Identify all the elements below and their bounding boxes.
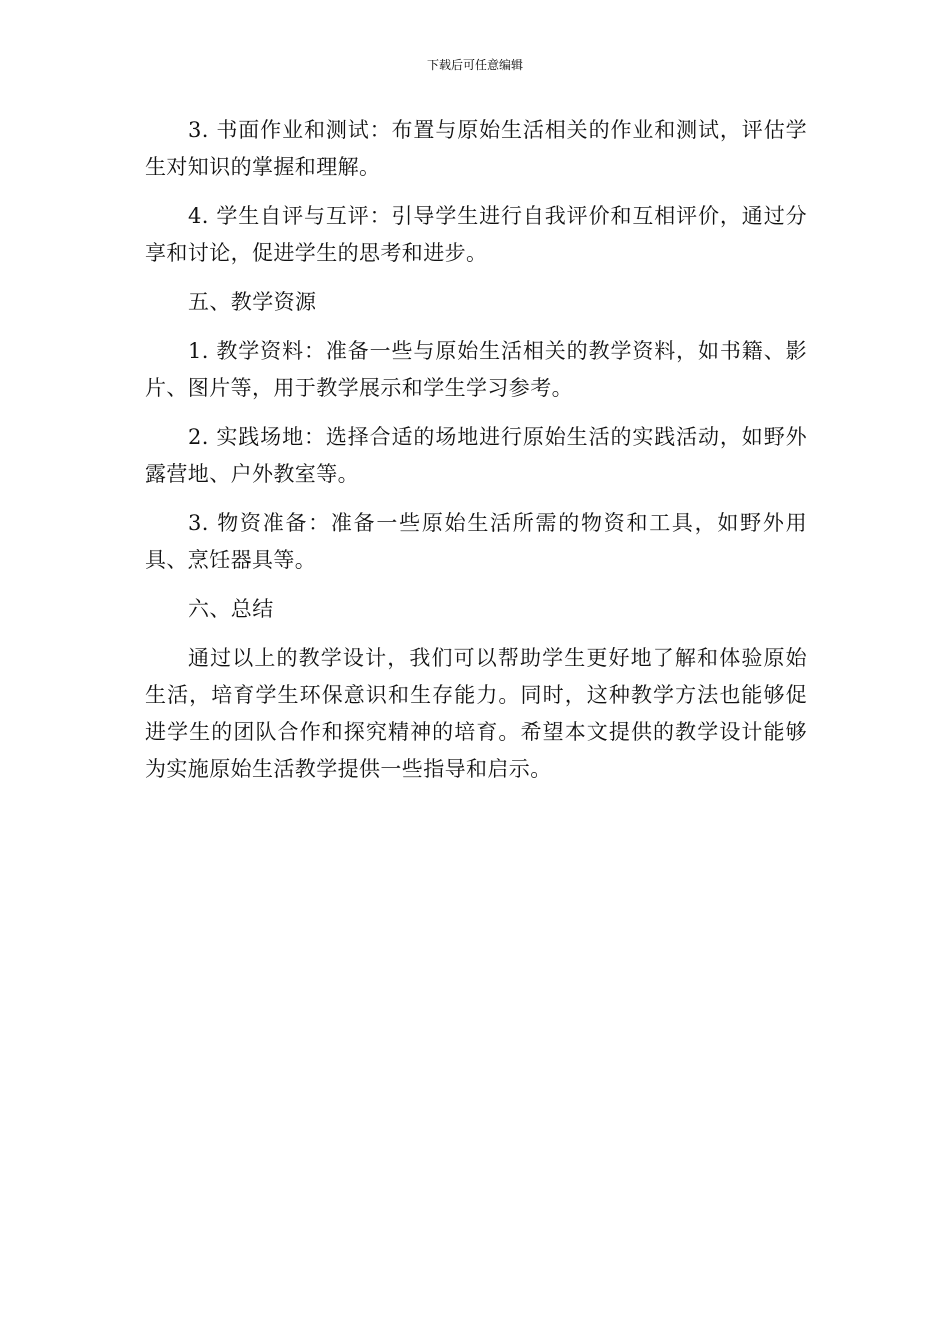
page-header-note: 下载后可任意编辑 [426, 58, 523, 72]
paragraph-self-and-peer-evaluation: 4. 学生自评与互评：引导学生进行自我评价和互相评价，通过分享和讨论，促进学生的思考和进步。 [145, 204, 807, 265]
paragraph-summary: 通过以上的教学设计，我们可以帮助学生更好地了解和体验原始生活，培育学生环保意识和生存能力。同时，这种教学方法也能够促进学生的团队合作和探究精神的培育。希望本文提供的教学设计能够为实施原始生活教学提供一些指导和启示。 [145, 646, 807, 781]
paragraph-written-homework-and-tests: 3. 书面作业和测试：布置与原始生活相关的作业和测试，评估学生对知识的掌握和理解。 [145, 118, 807, 179]
section-heading-teaching-resources: 五、教学资源 [188, 290, 317, 314]
document-body [145, 112, 807, 800]
paragraph-teaching-materials: 1. 教学资料：准备一些与原始生活相关的教学资料，如书籍、影片、图片等，用于教学展示和学生学习参考。 [145, 339, 807, 400]
paragraph-practice-venue: 2. 实践场地：选择合适的场地进行原始生活的实践活动，如野外露营地、户外教室等。 [145, 425, 807, 486]
paragraph-supplies-preparation: 3. 物资准备：准备一些原始生活所需的物资和工具，如野外用具、烹饪器具等。 [145, 511, 807, 572]
section-heading-summary: 六、总结 [188, 597, 274, 621]
